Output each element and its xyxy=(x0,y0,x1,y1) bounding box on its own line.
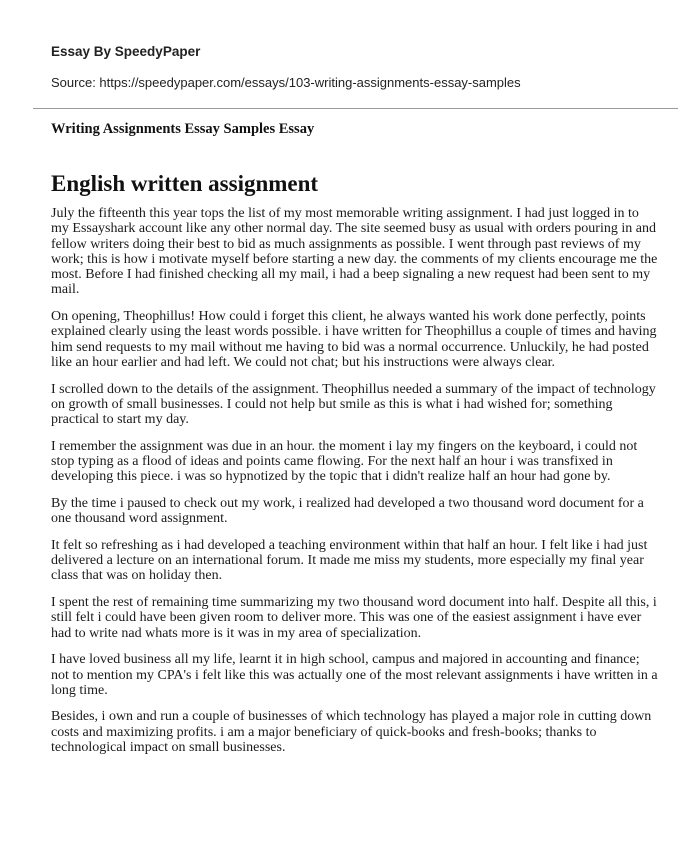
paragraph: By the time i paused to check out my work, i realized had developed a two thousand word document for a one thousand word assignment. xyxy=(51,495,644,527)
paragraph: It felt so refreshing as i had developed a teaching environment within that half an hour. I felt like i had just delivered a lecture on an international forum. It made me miss my students, more especially my final year class that was on holiday then. xyxy=(51,537,648,584)
paragraph: I have loved business all my life, learnt it in high school, campus and majored in accounting and finance; not to mention my CPA's i felt like this was actually one of the most relevant assignments i have written in a long time. xyxy=(51,652,658,698)
document-brand: Essay By SpeedyPaper xyxy=(51,44,201,59)
essay-body xyxy=(51,206,660,767)
essay-title: English written assignment xyxy=(51,171,319,196)
paragraph: I spent the rest of remaining time summarizing my two thousand word document into half. Despite all this, i still felt i could have been given room to deliver more. This was one of the easiest assignment i have ever had to write nad whats more is it was in my area of specialization. xyxy=(51,595,657,641)
paragraph: I scrolled down to the details of the assignment. Theophillus needed a summary of the impact of technology on growth of small businesses. I could not help but smile as this is what i had wished for; something practical to start my day. xyxy=(51,381,656,428)
paragraph: I remember the assignment was due in an hour. the moment i lay my fingers on the keyboard, i could not stop typing as a flood of ideas and points came flowing. For the next half an hour i was transfixed in developing this piece. i was so hypnotized by the topic that i didn't realize half an hour had gone by. xyxy=(51,438,638,485)
source-line: Source: https://speedypaper.com/essays/103-writing-assignments-essay-samples xyxy=(51,75,521,90)
paragraph: Besides, i own and run a couple of businesses of which technology has played a major role in cutting down costs and maximizing profits. i am a major beneficiary of quick-books and fresh-books; thanks to technological impact on small businesses. xyxy=(51,709,652,755)
paragraph: On opening, Theophillus! How could i forget this client, he always wanted his work done perfectly, points explained clearly using the least words possible. i have written for Theophillus a couple of times and having him send requests to my mail without me having to bid was a normal occurrence. Unluckily, he had posted like an hour earlier and had left. We could not chat; but his instructions were always clear. xyxy=(51,309,657,370)
essay-label: Writing Assignments Essay Samples Essay xyxy=(51,121,315,137)
header-divider xyxy=(33,108,678,109)
paragraph: July the fifteenth this year tops the list of my most memorable writing assignment. I had just logged in to my Essayshark account like any other normal day. The site seemed busy as usual with orders pouring in and fellow writers doing their best to bid as much assignments as possible. I went through past reviews of my work; this is how i motivate myself before starting a new day. the comments of my clients encourage me the most. Before I had finished checking all my mail, i had a beep signaling a new request had been sent to my mail. xyxy=(51,206,658,298)
